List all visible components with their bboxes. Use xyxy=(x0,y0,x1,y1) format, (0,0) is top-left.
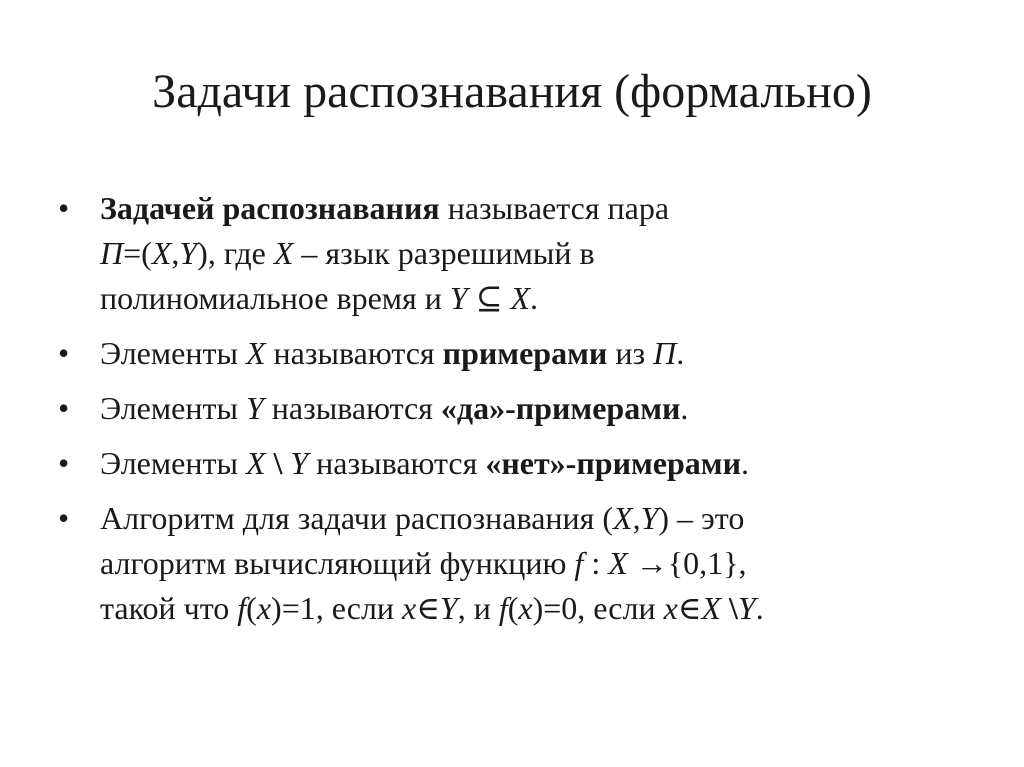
bullet-yes-examples xyxy=(58,386,958,431)
bullet-list xyxy=(58,186,958,641)
yes-examples-text: Элементы Y называются «да»-примерами. xyxy=(100,390,689,426)
bullet-icon: • xyxy=(58,335,70,371)
bullet-definition xyxy=(58,186,958,321)
algorithm-text: Алгоритм для задачи распознавания (X,Y) – это алгоритм вычисляющий функцию f : X →{0,1}, такой что f(x)=1, если x∈Y, и f(x)=0, если x∈X \Y. xyxy=(100,500,764,626)
bullet-examples xyxy=(58,331,958,376)
slide-title: Задачи распознавания (формально) xyxy=(152,65,872,118)
bullet-icon: • xyxy=(58,445,70,481)
bullet-icon: • xyxy=(58,190,70,226)
no-examples-text: Элементы X \ Y называются «нет»-примерами. xyxy=(100,445,750,481)
definition-text: Задачей распознавания называется пара П=(X,Y), где X – язык разрешимый в полиномиальное время и Y ⊆ X. xyxy=(100,190,670,316)
examples-text: Элементы X называются примерами из П. xyxy=(100,335,685,371)
bullet-algorithm xyxy=(58,496,958,631)
bullet-icon: • xyxy=(58,390,70,426)
bullet-icon: • xyxy=(58,500,70,536)
bullet-no-examples xyxy=(58,441,958,486)
